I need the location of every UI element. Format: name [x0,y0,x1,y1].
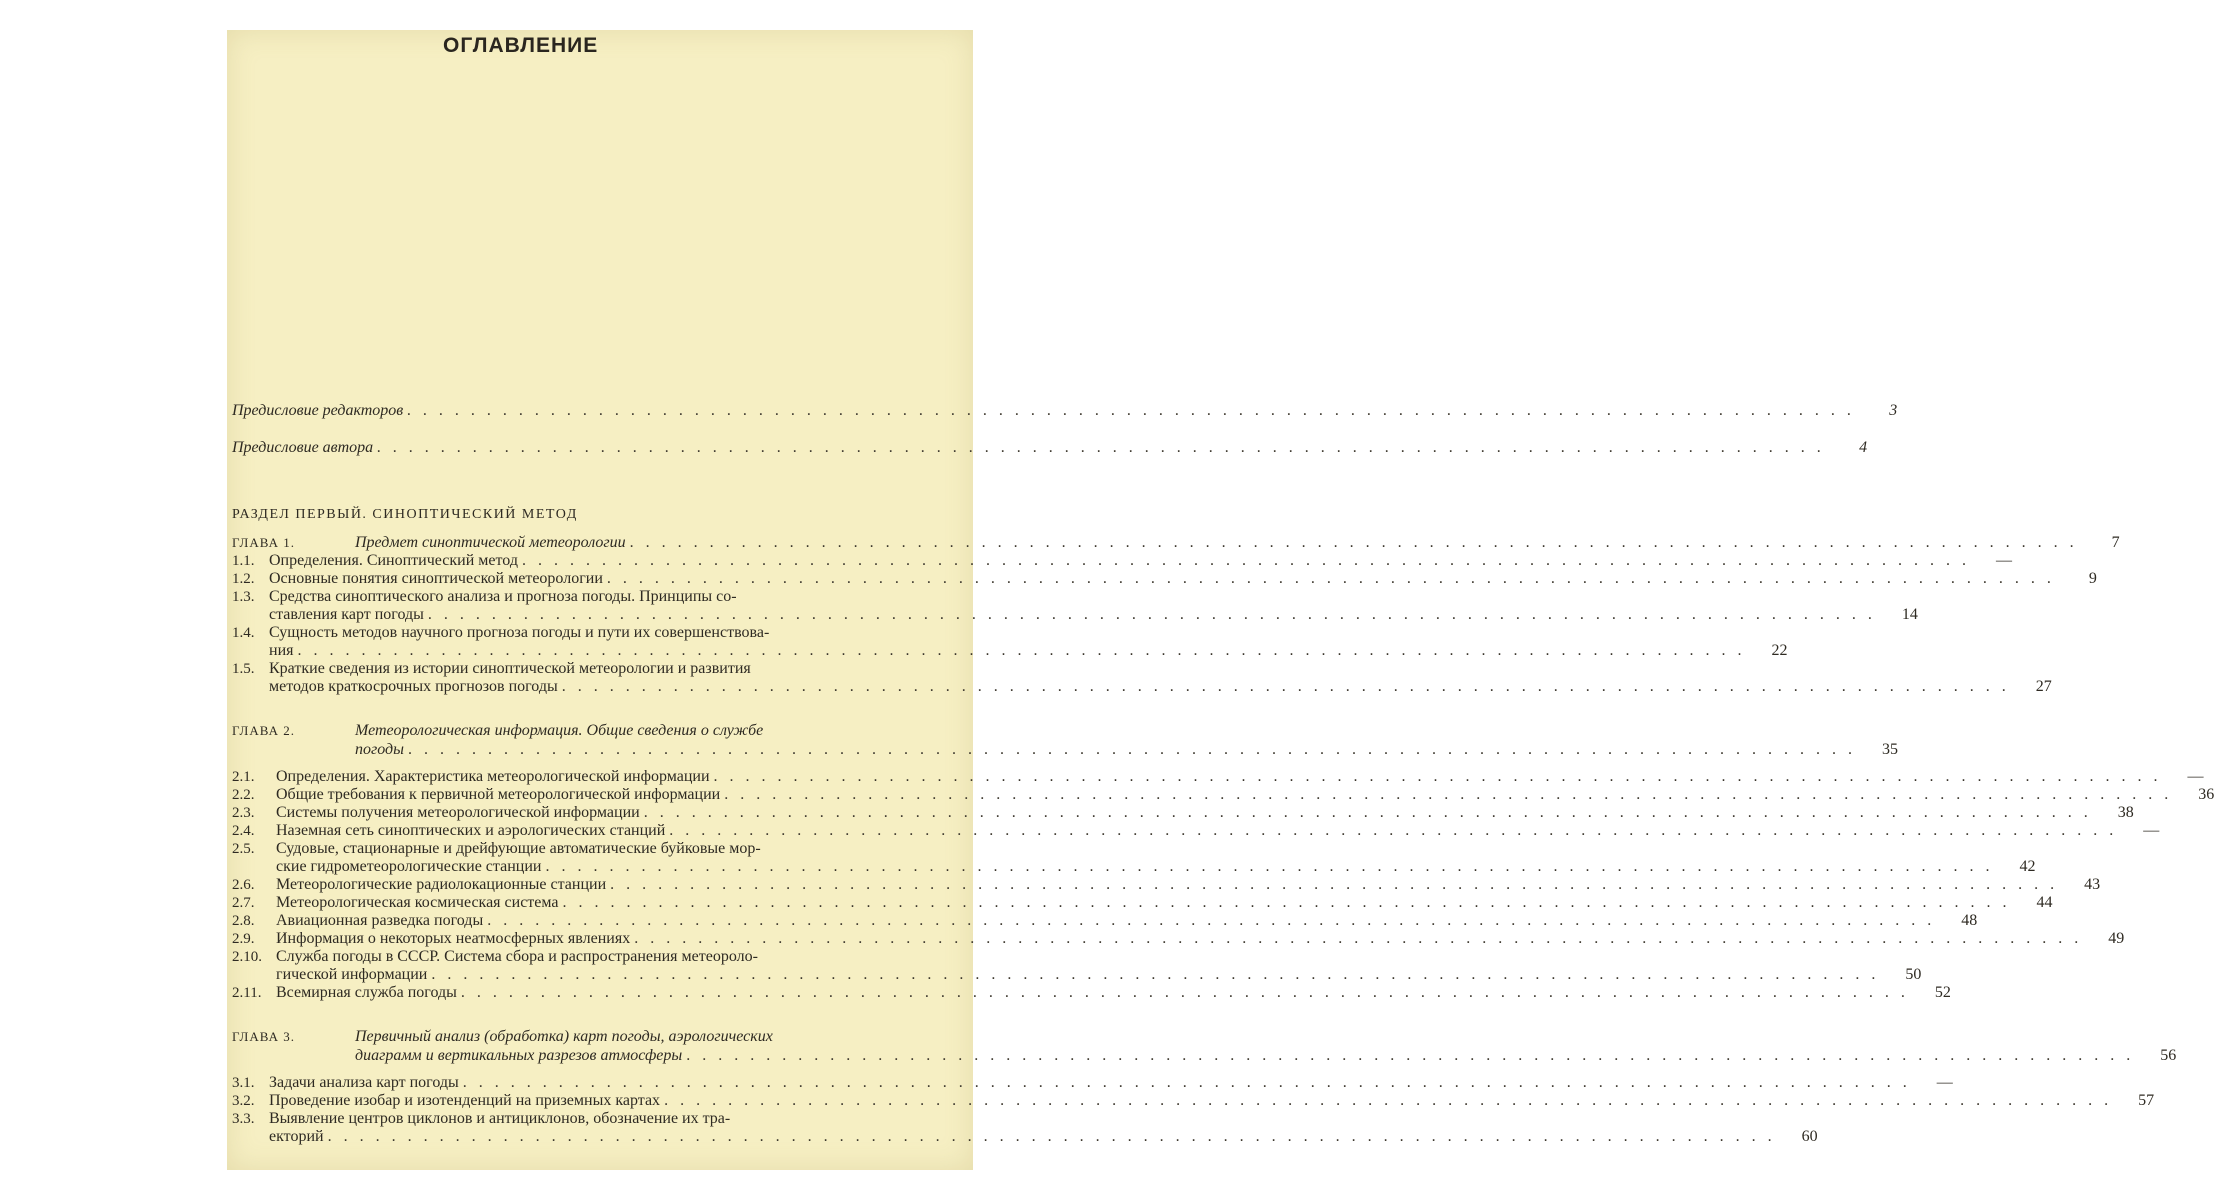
dot-leader [682,1045,2140,1067]
dot-leader [373,437,1831,459]
toc-page-number: 27 [2035,678,2052,695]
section-title: Средства синоптического анализа и прогноза погоды. Принципы со- [269,588,737,605]
chapter-title: Метеорологическая информация. Общие сведения о службе [355,722,764,739]
toc-page-number: 14 [1901,606,1918,623]
section-title-continued: ставления карт погоды [269,606,424,623]
section-number: 2.8. [232,913,255,929]
section-number: 2.1. [232,769,255,785]
chapter-label: ГЛАВА 2. [232,723,295,738]
section-title: Общие требования к первичной метеорологической информации [276,786,721,803]
page-title: ОГЛАВЛЕНИЕ [443,34,599,57]
chapter-title-continued: диаграмм и вертикальных разрезов атмосферы [355,1047,683,1064]
section-title: Метеорологическая космическая система [276,894,559,911]
toc-entry-title: Предисловие автора [232,439,374,456]
section-number: 1.3. [232,589,255,605]
toc-page-number: 38 [2117,804,2134,821]
toc-section-3-3-cont [232,1126,1818,1148]
section-number: 3.2. [232,1093,255,1109]
section-number: 3.3. [232,1111,255,1127]
toc-page-number: 49 [2108,930,2125,947]
section-number: 3.1. [232,1075,255,1091]
section-title: Проведение изобар и изотенденций на приземных картах [269,1092,661,1109]
toc-page-number: 7 [2111,534,2120,551]
section-title: Определения. Синоптический метод [269,552,518,569]
toc-page-number: — [2187,768,2204,785]
dot-leader [404,739,1862,761]
chapter-title: Первичный анализ (обработка) карт погоды, аэрологических [355,1028,773,1045]
section-title: Выявление центров циклонов и антициклонов, обозначение их тра- [269,1110,731,1127]
toc-page-number: 43 [2084,876,2101,893]
toc-page-number: — [1995,552,2012,569]
section-number: 1.5. [232,661,255,677]
toc-chapter-2-cont [232,739,1898,761]
section-number: 2.10. [232,949,262,965]
toc-entry-preface-author [232,437,1868,459]
section-title: Авиационная разведка погоды [276,912,484,929]
section-number: 2.5. [232,841,255,857]
section-title: Определения. Характеристика метеорологической информации [276,768,710,785]
toc-page-number: 56 [2160,1047,2177,1064]
toc-page-number: 42 [2019,858,2036,875]
section-title: Основные понятия синоптической метеорологии [269,570,603,587]
section-number: 2.7. [232,895,255,911]
chapter-title-continued: погоды [355,741,404,758]
section-number: 1.2. [232,571,255,587]
toc-section-1-5-cont [232,676,2052,698]
dot-leader [403,400,1861,422]
chapter-title: Предмет синоптической метеорологии [355,534,626,551]
section-number: 2.2. [232,787,255,803]
section-number: 2.11. [232,985,262,1001]
section-title-continued: гической информации [276,966,428,983]
section-title: Метеорологические радиолокационные станции [276,876,607,893]
toc-page-number: — [1936,1074,1953,1091]
toc-section-2-11 [232,982,1951,1004]
toc-page-number: 52 [1934,984,1951,1001]
toc-page-number: 50 [1905,966,1922,983]
section-title-continued: екторий [269,1128,324,1145]
section-title-continued: ские гидрометеорологические станции [276,858,542,875]
toc-page-number: — [2143,822,2160,839]
section-title-continued: ния [269,642,294,659]
toc-page-number: 44 [2036,894,2053,911]
toc-page-number: 36 [2198,786,2214,803]
section-title: Служба погоды в СССР. Система сбора и распространения метеороло- [276,948,758,965]
section-title: Системы получения метеорологической информации [276,804,640,821]
toc-page-number: 35 [1881,741,1898,758]
section-title: Задачи анализа карт погоды [269,1074,459,1091]
toc-chapter-3-cont [232,1045,2177,1067]
section-number: 2.4. [232,823,255,839]
toc-entry-preface-editors [232,400,1898,422]
section-title: Информация о некоторых неатмосферных явлениях [276,930,631,947]
chapter-label: ГЛАВА 3. [232,1029,295,1044]
dot-leader [558,676,2016,698]
chapter-label: ГЛАВА 1. [232,535,295,550]
toc-page-number: 4 [1859,439,1868,456]
dot-leader [457,982,1915,1004]
toc-entry-title: Предисловие редакторов [232,402,404,419]
section-title: Судовые, стационарные и дрейфующие автоматические буйковые мор- [276,840,761,857]
section-number: 2.6. [232,877,255,893]
toc-page-number: 57 [2138,1092,2155,1109]
section-title-continued: методов краткосрочных прогнозов погоды [269,678,558,695]
section-title: Наземная сеть синоптических и аэрологических станций [276,822,666,839]
toc-page-number: 22 [1771,642,1788,659]
toc-page-number: 3 [1889,402,1898,419]
section-number: 1.1. [232,553,255,569]
section-title: Краткие сведения из истории синоптической метеорологии и развития [269,660,751,677]
dot-leader [324,1126,1782,1148]
toc-page-number: 48 [1961,912,1978,929]
toc-page-number: 9 [2088,570,2097,587]
toc-page-number: 60 [1801,1128,1818,1145]
section-title: Сущность методов научного прогноза погоды и пути их совершенствова- [269,624,770,641]
part-heading: РАЗДЕЛ ПЕРВЫЙ. СИНОПТИЧЕСКИЙ МЕТОД [232,507,578,522]
section-title: Всемирная служба погоды [276,984,457,1001]
section-number: 2.9. [232,931,255,947]
section-number: 2.3. [232,805,255,821]
section-number: 1.4. [232,625,255,641]
